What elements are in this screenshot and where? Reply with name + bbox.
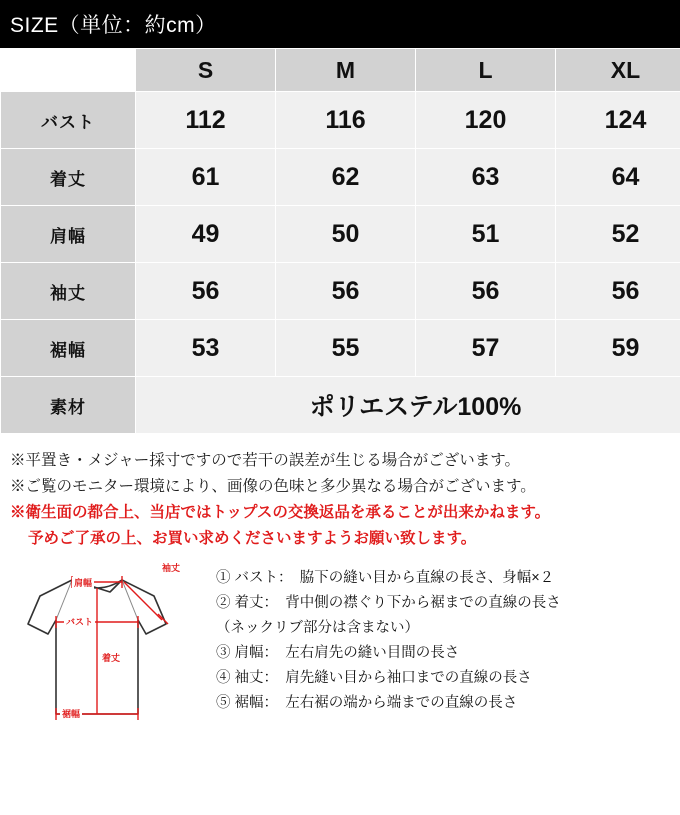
cell-bust-s: 112 [136, 92, 276, 149]
note-no-return-second: 予めご了承の上、お買い求めくださいますようお願い致します。 [28, 530, 477, 547]
row-label-material: 素材 [1, 377, 136, 434]
row-label-sodetake: 袖丈 [1, 263, 136, 320]
cell-susohaba-xl: 59 [556, 320, 680, 377]
note-measurement: ※平置き・メジャー採寸ですので若干の誤差が生じる場合がございます。 [10, 452, 520, 469]
diagram-label-katahaba: 肩幅 [74, 578, 93, 588]
notes-block [0, 434, 680, 552]
column-header-m: M [276, 49, 416, 92]
column-header-xl: XL [556, 49, 680, 92]
cell-katahaba-l: 51 [416, 206, 556, 263]
note-no-return: ※衛生面の都合上、当店ではトップスの交換返品を承ることが出来かねます。 [10, 504, 551, 521]
table-row [1, 206, 680, 263]
size-table [0, 48, 680, 434]
measurement-guide [0, 552, 680, 742]
size-header [0, 0, 680, 48]
legend-item-sodetake: ④ 袖丈： 肩先縫い目から袖口までの直線の長さ [216, 670, 532, 686]
cell-susohaba-m: 55 [276, 320, 416, 377]
row-label-kitake: 着丈 [1, 149, 136, 206]
table-row [1, 263, 680, 320]
size-table-body [1, 92, 680, 434]
table-row [1, 149, 680, 206]
legend-item-susohaba: ⑤ 裾幅： 左右裾の端から端までの直線の長さ [216, 695, 518, 711]
cell-kitake-xl: 64 [556, 149, 680, 206]
cell-sodetake-xl: 56 [556, 263, 680, 320]
cell-susohaba-l: 57 [416, 320, 556, 377]
row-label-katahaba: 肩幅 [1, 206, 136, 263]
row-label-susohaba: 裾幅 [1, 320, 136, 377]
table-corner-cell [1, 49, 136, 92]
legend-item-kitake: ② 着丈： 背中側の襟ぐり下から裾までの直線の長さ [216, 595, 561, 611]
tshirt-diagram [12, 562, 208, 742]
column-header-l: L [416, 49, 556, 92]
note-monitor-color: ※ご覧のモニター環境により、画像の色味と多少異なる場合がございます。 [10, 478, 536, 495]
cell-kitake-l: 63 [416, 149, 556, 206]
cell-material-value: ポリエステル100% [136, 377, 680, 434]
diagram-label-susohaba: 裾幅 [62, 709, 81, 719]
cell-sodetake-l: 56 [416, 263, 556, 320]
diagram-label-kitake: 着丈 [102, 653, 121, 663]
measurement-legend [208, 562, 670, 742]
table-row-material [1, 377, 680, 434]
table-header-row [1, 49, 680, 92]
cell-kitake-s: 61 [136, 149, 276, 206]
cell-katahaba-s: 49 [136, 206, 276, 263]
table-row [1, 92, 680, 149]
cell-bust-l: 120 [416, 92, 556, 149]
legend-item-bust: ① バスト： 脇下の縫い目から直線の長さ、身幅×２ [216, 570, 555, 586]
cell-susohaba-s: 53 [136, 320, 276, 377]
column-header-s: S [136, 49, 276, 92]
cell-bust-m: 116 [276, 92, 416, 149]
cell-sodetake-m: 56 [276, 263, 416, 320]
diagram-label-bust: バスト [66, 617, 94, 627]
cell-katahaba-m: 50 [276, 206, 416, 263]
diagram-label-sodetake: 袖丈 [162, 563, 181, 573]
cell-bust-xl: 124 [556, 92, 680, 149]
cell-sodetake-s: 56 [136, 263, 276, 320]
legend-item-katahaba: ③ 肩幅： 左右肩先の縫い目間の長さ [216, 645, 460, 661]
table-row [1, 320, 680, 377]
cell-kitake-m: 62 [276, 149, 416, 206]
size-table-head [1, 49, 680, 92]
row-label-bust: バスト [1, 92, 136, 149]
legend-item-kitake-note: （ネックリブ部分は含まない） [216, 620, 419, 636]
cell-katahaba-xl: 52 [556, 206, 680, 263]
size-header-title: SIZE（単位：約cm） [10, 14, 217, 37]
